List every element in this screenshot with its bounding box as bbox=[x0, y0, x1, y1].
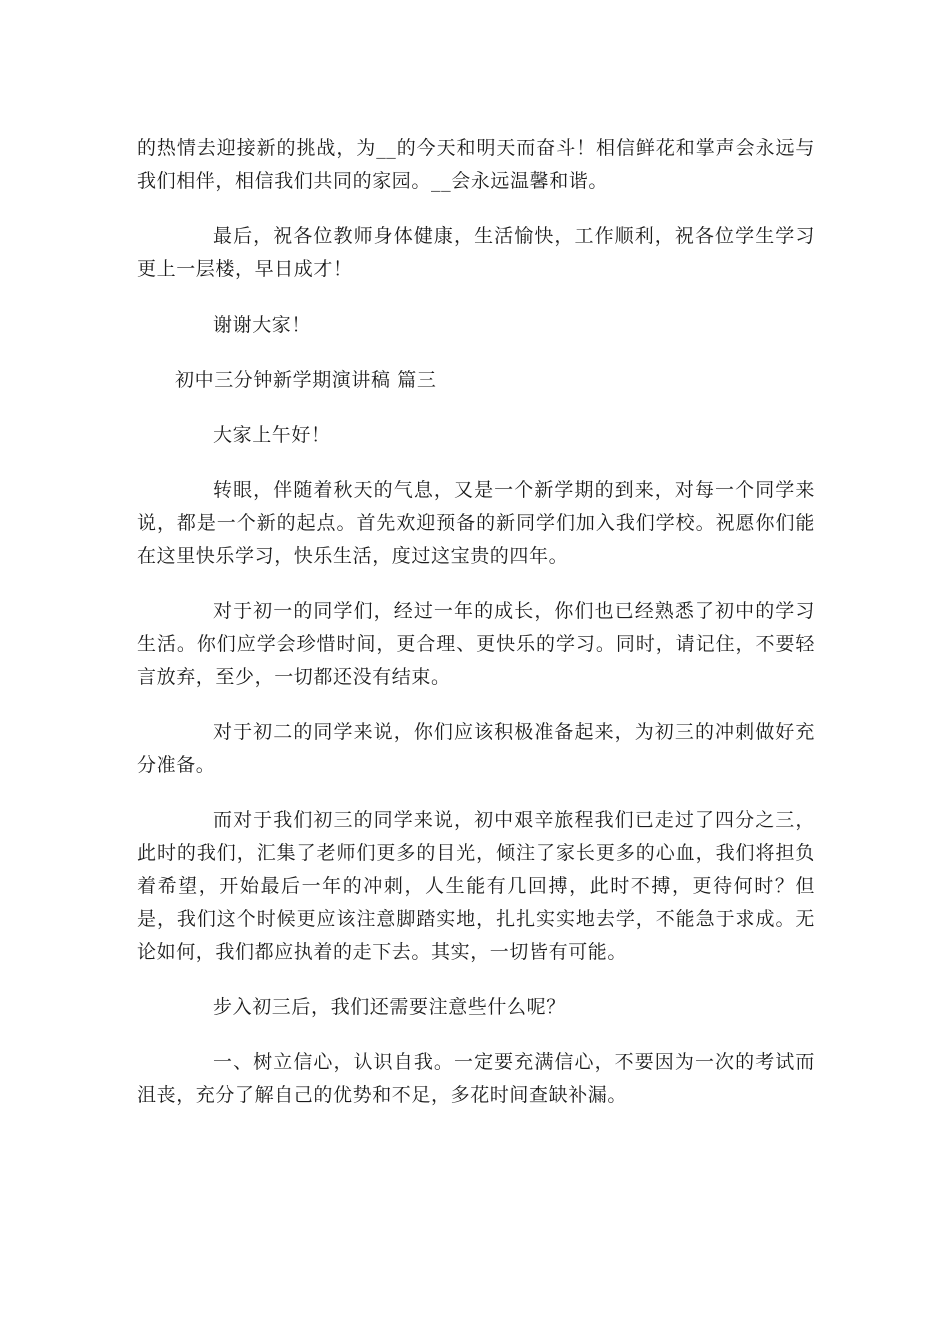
paragraph-greeting: 大家上午好！ bbox=[213, 424, 331, 446]
paragraph-new-semester: 转眼，伴随着秋天的气息，又是一个新学期的到来，对每一个同学来说，都是一个新的起点。首先欢迎预备的新同学们加入我们学校。祝愿你们能在这里快乐学习，快乐生活，度过这宝贵的四年。 bbox=[137, 479, 815, 567]
paragraph-grade-three: 而对于我们初三的同学来说，初中艰辛旅程我们已走过了四分之三，此时的我们，汇集了老师们更多的目光，倾注了家长更多的心血，我们将担负着希望，开始最后一年的冲刺，人生能有几回搏，此时不搏，更待何时？但是，我们这个时候更应该注意脚踏实地，扎扎实实地去学，不能急于求成。无论如何，我们都应执着的走下去。其实，一切皆有可能。 bbox=[137, 809, 815, 963]
paragraph-closing-wishes: 最后，祝各位教师身体健康，生活愉快，工作顺利，祝各位学生学习更上一层楼，早日成才！ bbox=[137, 225, 815, 280]
paragraph-grade-one: 对于初一的同学们，经过一年的成长，你们也已经熟悉了初中的学习生活。你们应学会珍惜时间，更合理、更快乐的学习。同时，请记住，不要轻言放弃，至少，一切都还没有结束。 bbox=[137, 600, 815, 688]
section-heading: 初中三分钟新学期演讲稿 篇三 bbox=[175, 369, 437, 391]
paragraph-grade-two: 对于初二的同学来说，你们应该积极准备起来，为初三的冲刺做好充分准备。 bbox=[137, 721, 815, 776]
paragraph-thanks: 谢谢大家！ bbox=[213, 314, 312, 336]
paragraph-continuation: 的热情去迎接新的挑战，为__的今天和明天而奋斗！相信鲜花和掌声会永远与我们相伴，相信我们共同的家园。__会永远温馨和谐。 bbox=[137, 137, 815, 192]
paragraph-point-one: 一、树立信心，认识自我。一定要充满信心，不要因为一次的考试而沮丧，充分了解自己的优势和不足，多花时间查缺补漏。 bbox=[137, 1051, 815, 1106]
paragraph-question: 步入初三后，我们还需要注意些什么呢？ bbox=[213, 996, 566, 1018]
